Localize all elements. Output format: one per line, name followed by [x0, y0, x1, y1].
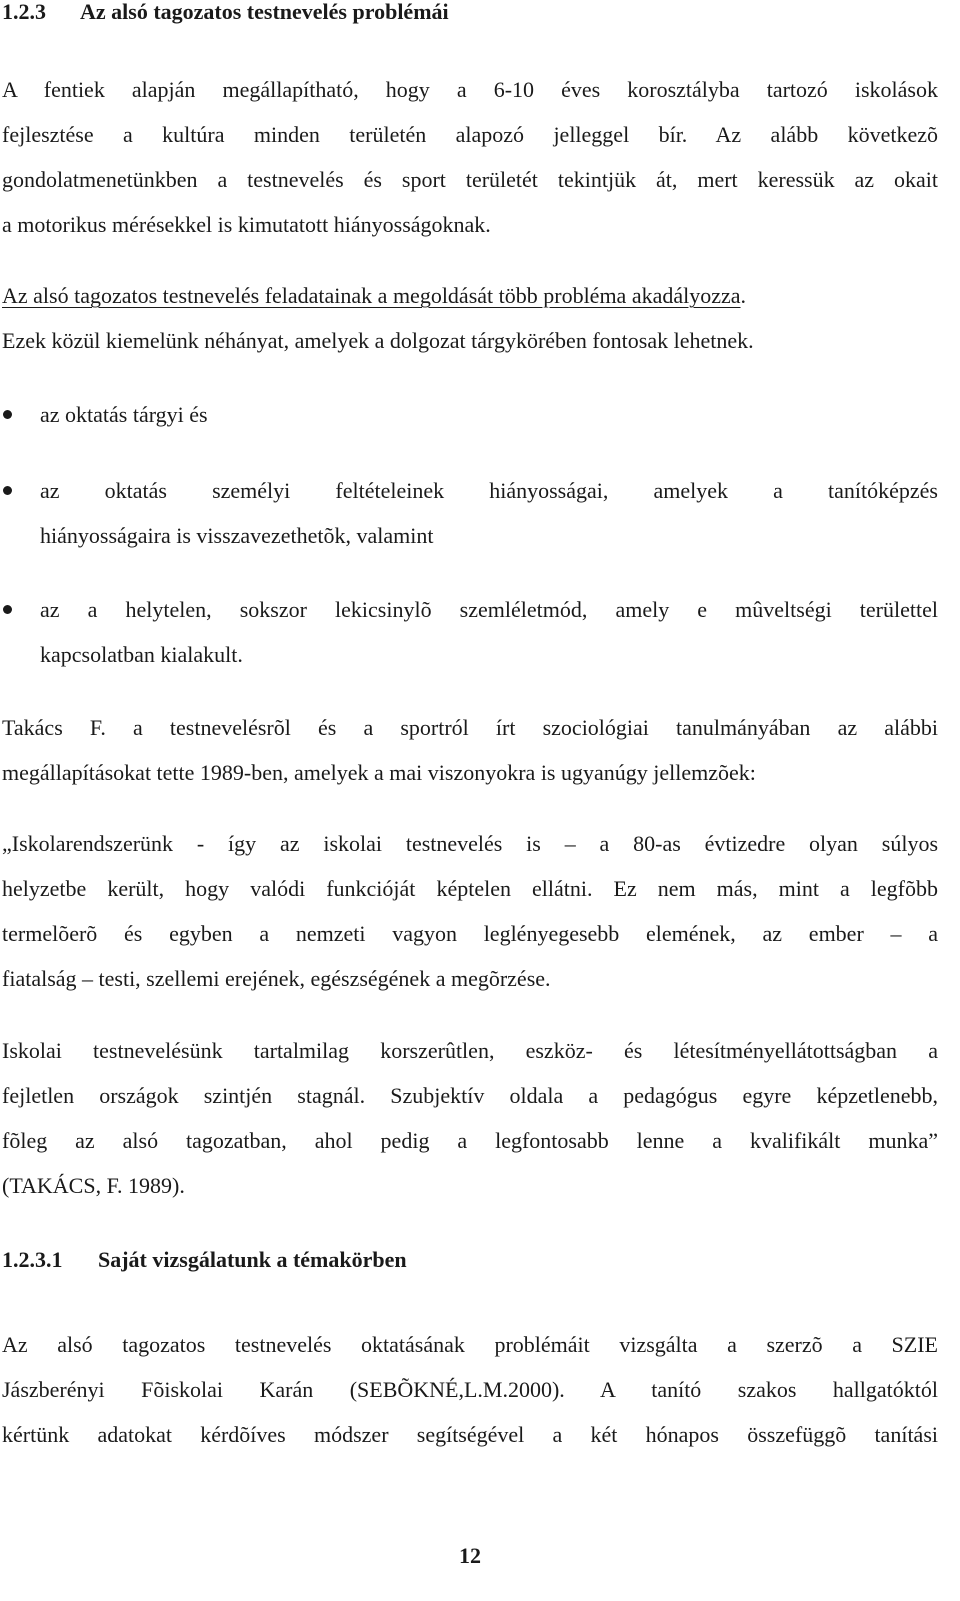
text-line: fejlesztése a kultúra minden területén alapozó jelleggel bír. Az alább következõ	[2, 122, 938, 147]
text-line: Iskolai testnevelésünk tartalmilag korszerûtlen, eszköz- és létesítményellátottságban a	[2, 1038, 938, 1063]
sentence-end: .	[740, 283, 747, 308]
bullet-text: kapcsolatban kialakult.	[40, 642, 243, 667]
section-number: 1.2.3	[2, 0, 46, 24]
quote-paragraph	[2, 1028, 938, 1208]
text-line	[2, 273, 938, 318]
text-line: Takács F. a testnevelésrõl és a sportról írt szociológiai tanulmányában az alábbi	[2, 715, 938, 740]
text-line: fejletlen országok szintjén stagnál. Szubjektív oldala a pedagógus egyre képzetlenebb,	[2, 1083, 938, 1108]
text-line: megállapításokat tette 1989-ben, amelyek a mai viszonyokra is ugyanúgy jellemzõek:	[2, 760, 756, 785]
text-line: helyzetbe került, hogy valódi funkcióját képtelen ellátni. Ez nem más, mint a legfõbb	[2, 876, 938, 901]
paragraph-problems	[2, 273, 938, 363]
bullet-item	[40, 587, 938, 677]
text-line: fiatalság – testi, szellemi erejének, egészségének a megõrzése.	[2, 966, 551, 991]
quote-paragraph	[2, 821, 938, 1001]
bullet-marker	[3, 410, 12, 419]
bullet-item	[40, 468, 938, 558]
bullet-marker	[3, 486, 12, 495]
text-line: Az alsó tagozatos testnevelés oktatásának problémáit vizsgálta a szerzõ a SZIE	[2, 1332, 938, 1357]
subsection-number: 1.2.3.1	[2, 1247, 63, 1272]
section-heading	[2, 0, 938, 26]
text-line: gondolatmenetünkben a testnevelés és sport területét tekintjük át, mert keressük az okait	[2, 167, 938, 192]
paragraph-study	[2, 1322, 938, 1457]
text-line: „Iskolarendszerünk - így az iskolai testnevelés is – a 80-as évtizedre olyan súlyos	[2, 831, 938, 856]
underlined-text: Az alsó tagozatos testnevelés feladatainak a megoldását több probléma akadályozza	[2, 283, 741, 308]
text-line: a motorikus mérésekkel is kimutatott hiányosságoknak.	[2, 212, 491, 237]
text-line: fõleg az alsó tagozatban, ahol pedig a legfontosabb lenne a kvalifikált munka”	[2, 1128, 938, 1153]
text-line: Jászberényi Fõiskolai Karán (SEBÕKNÉ,L.M.2000). A tanító szakos hallgatóktól	[2, 1377, 938, 1402]
subsection-heading	[2, 1246, 938, 1274]
paragraph-intro	[2, 67, 938, 247]
text-line: Ezek közül kiemelünk néhányat, amelyek a dolgozat tárgykörében fontosak lehetnek.	[2, 328, 754, 353]
bullet-item	[40, 392, 938, 437]
bullet-text: hiányosságaira is visszavezethetõk, valamint	[40, 523, 434, 548]
text-line: kértünk adatokat kérdõíves módszer segítségével a két hónapos összefüggõ tanítási	[2, 1422, 938, 1447]
text-line: A fentiek alapján megállapítható, hogy a 6-10 éves korosztályba tartozó iskolások	[2, 77, 938, 102]
bullet-text: az a helytelen, sokszor lekicsinylõ szemléletmód, amely e mûveltségi területtel	[40, 597, 938, 622]
section-title: Az alsó tagozatos testnevelés problémái	[80, 0, 449, 24]
bullet-text: az oktatás személyi feltételeinek hiányosságai, amelyek a tanítóképzés	[40, 478, 938, 503]
subsection-title: Saját vizsgálatunk a témakörben	[98, 1247, 407, 1272]
text-line: (TAKÁCS, F. 1989).	[2, 1173, 185, 1198]
paragraph-takacs	[2, 705, 938, 795]
bullet-marker	[3, 605, 12, 614]
page-number: 12	[459, 1543, 481, 1568]
text-line: termelõerõ és egyben a nemzeti vagyon leglényegesebb elemének, az ember – a	[2, 921, 938, 946]
bullet-text: az oktatás tárgyi és	[40, 402, 208, 427]
